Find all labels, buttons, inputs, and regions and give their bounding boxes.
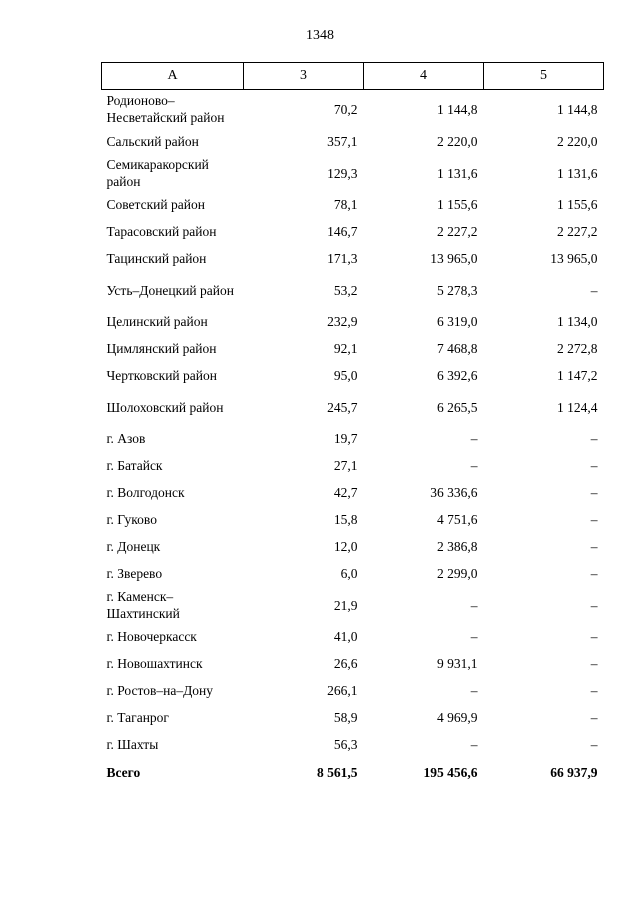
row-value-col5: –: [590, 485, 598, 500]
row-value-col4: –: [470, 629, 478, 644]
row-value-col4: 6 265,5: [437, 399, 478, 415]
row-value-col5: 13 965,0: [550, 251, 598, 266]
row-value-col5: –: [590, 512, 598, 527]
row-value-col4: 1 144,8: [437, 101, 478, 117]
table-row: [102, 587, 604, 623]
row-value-col5: –: [590, 431, 598, 446]
row-value-col4: 2 386,8: [437, 539, 478, 554]
row-value-col4: 1 155,6: [437, 197, 478, 212]
row-value-col4: –: [470, 458, 478, 473]
row-name: Тарасовский район: [106, 224, 217, 239]
header-row: [102, 63, 604, 90]
row-value-col3: 12,0: [333, 539, 358, 554]
row-value-col5: –: [590, 566, 598, 581]
row-value-col3: 245,7: [327, 399, 358, 415]
total-row: [102, 758, 604, 786]
row-name: г. Шахты: [106, 737, 159, 752]
row-value-col4: 195 456,6: [423, 764, 478, 780]
row-value-col5: –: [590, 737, 598, 752]
row-value-col4: 6 319,0: [437, 314, 478, 329]
row-value-col4: 1 131,6: [437, 165, 478, 181]
row-value-col4: –: [470, 597, 478, 613]
row-value-col4: 9 931,1: [437, 656, 478, 671]
row-value-col5: 1 155,6: [557, 197, 598, 212]
table-row: [102, 362, 604, 389]
table-row: [102, 155, 604, 191]
column-header-5: 5: [484, 63, 604, 90]
row-value-col3: 56,3: [333, 737, 358, 752]
table-row: [102, 308, 604, 335]
row-name: г. Новошахтинск: [106, 656, 203, 671]
row-value-col3: 41,0: [333, 629, 358, 644]
row-value-col4: 36 336,6: [430, 485, 478, 500]
row-value-col5: –: [590, 539, 598, 554]
row-value-col5: –: [590, 683, 598, 698]
table-row: [102, 704, 604, 731]
row-value-col3: 95,0: [333, 368, 358, 383]
table-row: [102, 452, 604, 479]
table-row: [102, 272, 604, 308]
row-value-col5: –: [590, 282, 598, 298]
row-value-col4: 2 227,2: [437, 224, 478, 239]
table-row: [102, 533, 604, 560]
row-name: г. Волгодонск: [106, 485, 185, 500]
table-row: [102, 191, 604, 218]
row-value-col5: –: [590, 458, 598, 473]
row-value-col3: 266,1: [327, 683, 358, 698]
row-value-col3: 27,1: [333, 458, 358, 473]
row-value-col4: 13 965,0: [430, 251, 478, 266]
row-value-col5: –: [590, 597, 598, 613]
row-value-col4: 7 468,8: [437, 341, 478, 356]
row-value-col3: 92,1: [333, 341, 358, 356]
row-value-col3: 6,0: [340, 566, 358, 581]
row-value-col4: –: [470, 431, 478, 446]
row-value-col3: 58,9: [333, 710, 358, 725]
row-name: Сальский район: [106, 134, 199, 149]
row-name: г. Донецк: [106, 539, 161, 554]
table-row: [102, 506, 604, 533]
row-value-col3: 53,2: [333, 282, 358, 298]
table-row: [102, 389, 604, 425]
row-value-col5: 1 131,6: [557, 165, 598, 181]
row-value-col4: –: [470, 683, 478, 698]
row-value-col3: 19,7: [333, 431, 358, 446]
row-name: Родионово–Несветайский район: [106, 93, 225, 125]
row-value-col5: 66 937,9: [550, 764, 598, 780]
row-name: Семикаракорский район: [106, 157, 209, 189]
row-value-col3: 8 561,5: [317, 764, 358, 780]
row-value-col5: 2 227,2: [557, 224, 598, 239]
table-row: [102, 677, 604, 704]
row-name: Шолоховский район: [106, 399, 224, 415]
row-value-col3: 26,6: [333, 656, 358, 671]
row-value-col3: 146,7: [327, 224, 358, 239]
row-value-col5: 2 220,0: [557, 134, 598, 149]
row-value-col4: 2 299,0: [437, 566, 478, 581]
row-value-col4: 6 392,6: [437, 368, 478, 383]
row-name: Советский район: [106, 197, 205, 212]
column-header-a: А: [102, 63, 244, 90]
column-header-3: 3: [244, 63, 364, 90]
table-row: [102, 560, 604, 587]
row-name: Усть–Донецкий район: [106, 282, 234, 298]
row-value-col4: 5 278,3: [437, 282, 478, 298]
table-row: [102, 425, 604, 452]
row-value-col5: –: [590, 629, 598, 644]
column-header-4: 4: [364, 63, 484, 90]
row-name: г. Азов: [106, 431, 146, 446]
row-value-col3: 15,8: [333, 512, 358, 527]
row-value-col3: 70,2: [333, 101, 358, 117]
row-name: г. Таганрог: [106, 710, 169, 725]
row-value-col3: 357,1: [327, 134, 358, 149]
row-name: г. Ростов–на–Дону: [106, 683, 214, 698]
row-value-col3: 129,3: [327, 165, 358, 181]
table-row: [102, 650, 604, 677]
row-value-col5: 2 272,8: [557, 341, 598, 356]
row-value-col4: 4 751,6: [437, 512, 478, 527]
table-row: [102, 731, 604, 758]
row-name: Всего: [106, 764, 141, 780]
row-value-col5: 1 144,8: [557, 101, 598, 117]
row-value-col3: 232,9: [327, 314, 358, 329]
row-name: г. Зверево: [106, 566, 163, 581]
table-row: [102, 128, 604, 155]
row-name: Цимлянский район: [106, 341, 217, 356]
row-value-col5: –: [590, 710, 598, 725]
page-number: 1348: [306, 28, 334, 43]
row-name: г. Новочеркасск: [106, 629, 197, 644]
table-row: [102, 90, 604, 129]
row-value-col3: 42,7: [333, 485, 358, 500]
row-value-col4: –: [470, 737, 478, 752]
row-value-col3: 21,9: [333, 597, 358, 613]
table-row: [102, 479, 604, 506]
row-name: г. Каменск–Шахтинский: [106, 589, 180, 621]
table-row: [102, 218, 604, 245]
row-name: г. Батайск: [106, 458, 163, 473]
row-value-col3: 78,1: [333, 197, 358, 212]
row-value-col5: 1 134,0: [557, 314, 598, 329]
table-row: [102, 335, 604, 362]
data-table: [101, 62, 604, 786]
table-row: [102, 623, 604, 650]
row-value-col5: –: [590, 656, 598, 671]
row-value-col4: 4 969,9: [437, 710, 478, 725]
row-name: Целинский район: [106, 314, 208, 329]
row-name: Чертковский район: [106, 368, 217, 383]
table-row: [102, 245, 604, 272]
row-value-col3: 171,3: [327, 251, 358, 266]
row-value-col5: 1 147,2: [557, 368, 598, 383]
row-value-col5: 1 124,4: [557, 399, 598, 415]
row-name: Тацинский район: [106, 251, 207, 266]
row-name: г. Гуково: [106, 512, 157, 527]
row-value-col4: 2 220,0: [437, 134, 478, 149]
